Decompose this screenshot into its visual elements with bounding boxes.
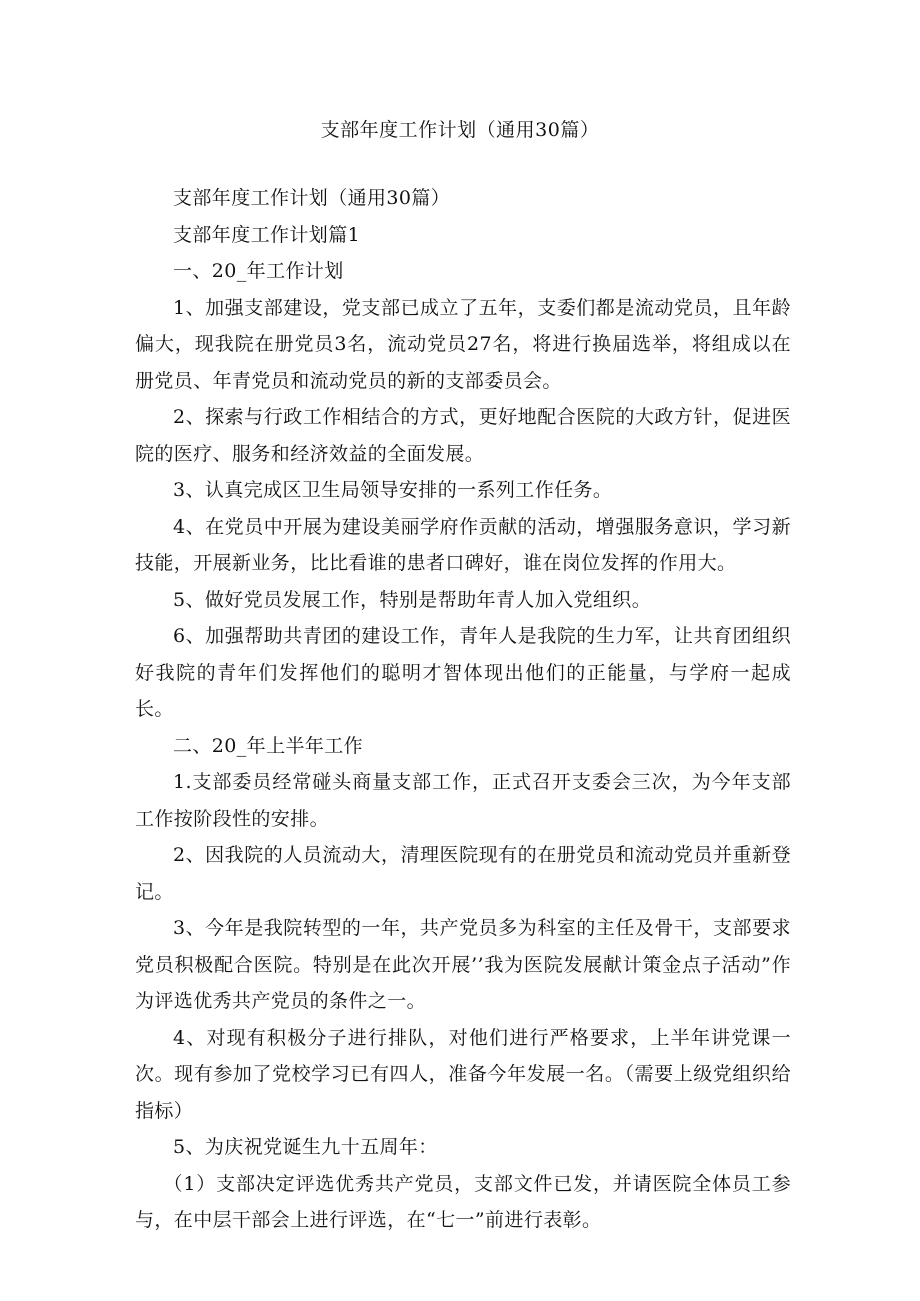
paragraph: （1）支部决定评选优秀共产党员，支部文件已发，并请医院全体员工参与，在中层干部会上进行评选，在“七一”前进行表彰。 bbox=[135, 1172, 791, 1231]
paragraph: 4、在党员中开展为建设美丽学府作贡献的活动，增强服务意识，学习新技能，开展新业务，比比看谁的患者口碑好，谁在岗位发挥的作用大。 bbox=[135, 515, 791, 574]
document-title: 支部年度工作计划（通用30篇） bbox=[320, 119, 600, 141]
section-heading: 一、20_年工作计划 bbox=[173, 260, 344, 282]
document-body bbox=[135, 180, 791, 1239]
paragraph: 5、为庆祝党诞生九十五周年： bbox=[173, 1136, 438, 1158]
section-heading: 二、20_年上半年工作 bbox=[173, 734, 364, 757]
paragraph: 4、对现有积极分子进行排队，对他们进行严格要求，上半年讲党课一次。现有参加了党校学习已有四人，准备今年发展一名。（需要上级党组织给指标） bbox=[135, 1026, 791, 1122]
paragraph: 1、加强支部建设，党支部已成立了五年，支委们都是流动党员，且年龄偏大，现我院在册党员3名，流动党员27名，将进行换届选举，将组成以在册党员、年青党员和流动党员的新的支部委员会。 bbox=[135, 296, 791, 392]
paragraph: 1.支部委员经常碰头商量支部工作，正式召开支委会三次，为今年支部工作按阶段性的安排。 bbox=[135, 771, 791, 830]
paragraph: 支部年度工作计划篇1 bbox=[173, 223, 361, 246]
paragraph: 2、因我院的人员流动大，清理医院现有的在册党员和流动党员并重新登记。 bbox=[135, 844, 791, 903]
paragraph: 6、加强帮助共青团的建设工作，青年人是我院的生力军，让共育团组织好我院的青年们发挥他们的聪明才智体现出他们的正能量，与学府一起成长。 bbox=[135, 625, 791, 720]
paragraph: 3、今年是我院转型的一年，共产党员多为科室的主任及骨干，支部要求党员积极配合医院。特别是在此次开展’’我为医院发展献计策金点子活动”作为评选优秀共产党员的条件之一。 bbox=[135, 917, 791, 1012]
paragraph: 5、做好党员发展工作，特别是帮助年青人加入党组织。 bbox=[173, 588, 652, 611]
paragraph: 2、探索与行政工作相结合的方式，更好地配合医院的大政方针，促进医院的医疗、服务和经济效益的全面发展。 bbox=[135, 406, 791, 465]
paragraph: 支部年度工作计划（通用30篇） bbox=[173, 187, 451, 209]
paragraph: 3、认真完成区卫生局领导安排的一系列工作任务。 bbox=[173, 479, 613, 501]
